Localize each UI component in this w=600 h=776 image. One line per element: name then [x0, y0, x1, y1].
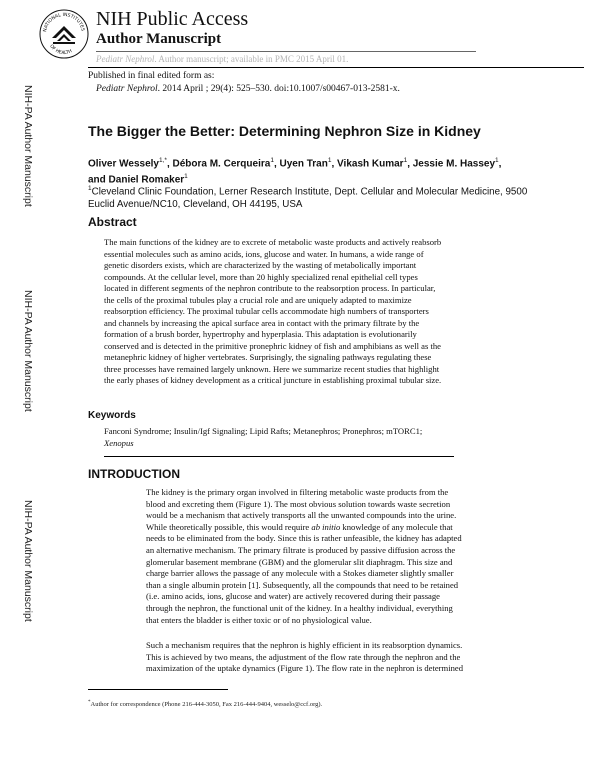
sidebar-label-middle: NIH-PA Author Manuscript	[22, 290, 34, 412]
introduction-paragraph-2: Such a mechanism requires that the nephron is highly efficient in its reabsorption dynamics. This is achieved by two means, the adjustment of the flow rate through the nephron and the maximization of the uptake dynamics (Figure 1). The flow rate in the nephron is determined	[146, 640, 464, 674]
abstract-body: The main functions of the kidney are to excrete of metabolic waste products and actively reabsorb essential molecules such as amino acids, ions, glucose and water. In humans, a wide range of genetic disorders exists, which are characterized by the wasting of metabolically important compounds. At the cellular level, more than 20 highly specialized renal epithelial cell types located in different segments of the nephron contribute to the reabsorption process. In particular, the cells of the proximal tubules play a crucial role and are uniquely adapted to maximize reabsorption efficiency. The proximal tubular cells accommodate high numbers of transporters and channels by increasing the apical surface area in contact with the primary filtrate by the formation of a brush border, hypertrophy and hyperplasia. This adaptation is evolutionarily conserved and is detected in the primitive pronephric kidney of fish and amphibians as well as the metanephric kidney of higher vertebrates. Surprisingly, the signaling pathways regulating these three processes have remained largely unknown. Here we summarize recent studies that highlight the early phases of kidney development as a critical juncture in establishing proximal tubular size.	[104, 237, 442, 385]
introduction-paragraph-1: The kidney is the primary organ involved in filtering metabolic waste products from the blood and excreting them (Figure 1). The most obvious solution towards waste secretion would be a mechanism that actively transports all the unwanted compounds into the urine. While theoretically possible, this would require ab initio knowledge of any molecule that needs to be eliminated from the body. Since this is rather unfeasible, the kidney has adapted an alternative mechanism. The primary filtrate is produced by passive diffusion across the glomerular basement membrane (GBM) and the glomerular slit diaphragm. This size and charge barrier allows the passage of any molecule with a Stokes diameter slightly smaller than a single albumin protein [1]. Subsequently, all the compounds that need to be retained (i.e. amino acids, ions, glucose and water) are actively recovered during their passage through the nephron, the functional unit of the kidney. In a healthy individual, everything that enters the bladder is either toxic or of no physiological value.	[146, 487, 462, 625]
keywords-list: Fanconi Syndrome; Insulin/Igf Signaling; Lipid Rafts; Metanephros; Pronephros; mTORC1; Xenopus	[104, 426, 423, 448]
nih-public-access-title: NIH Public Access	[96, 8, 249, 30]
author-name: and Daniel Romaker	[88, 174, 185, 186]
author-manuscript-subtitle: Author Manuscript	[96, 31, 222, 47]
sidebar-label-top: NIH-PA Author Manuscript	[22, 85, 34, 207]
header-divider	[96, 51, 476, 52]
header-bottom-rule	[88, 67, 584, 68]
svg-text:NATIONAL INSTITUTES: NATIONAL INSTITUTES	[43, 12, 85, 33]
introduction-heading: INTRODUCTION	[88, 467, 180, 481]
author-name: Uyen Tran	[279, 158, 328, 170]
published-in-label: Published in final edited form as:	[88, 71, 215, 81]
author-name: Débora M. Cerqueira	[172, 158, 271, 170]
sidebar-label-bottom: NIH-PA Author Manuscript	[22, 500, 34, 622]
keywords-divider	[104, 456, 454, 457]
keywords-heading: Keywords	[88, 410, 136, 421]
author-name: Jessie M. Hassey	[412, 158, 496, 170]
footnote-divider	[88, 689, 228, 690]
citation: Pediatr Nephrol. 2014 April ; 29(4): 525–530. doi:10.1007/s00467-013-2581-x.	[96, 84, 400, 94]
author-name: Oliver Wessely	[88, 158, 159, 170]
author-list: Oliver Wessely$^{1,*}$, Débora M. Cerqueira$^1$, Uyen Tran$^1$, Vikash Kumar$^1$, Jessie M. Hassey$^1$, and Daniel Romaker$^1$	[88, 157, 502, 186]
svg-text:OF HEALTH: OF HEALTH	[48, 44, 74, 57]
correspondence-footnote: *Author for correspondence (Phone 216-444-3050, Fax 216-444-9404, wesselo@ccf.org).	[88, 700, 323, 709]
author-name: Vikash Kumar	[337, 158, 404, 170]
nih-seal-logo	[38, 8, 90, 60]
abstract-heading: Abstract	[88, 215, 137, 229]
affiliation: $^1$Cleveland Clinic Foundation, Lerner Research Institute, Dept. Cellular and Molecular Medicine, 9500 Euclid Avenue/NC10, Cleveland, OH 44195, USA	[88, 185, 528, 211]
pmc-availability-line: Pediatr Nephrol. Author manuscript; available in PMC 2015 April 01.	[96, 54, 349, 64]
paper-title: The Bigger the Better: Determining Nephron Size in Kidney	[88, 123, 481, 139]
